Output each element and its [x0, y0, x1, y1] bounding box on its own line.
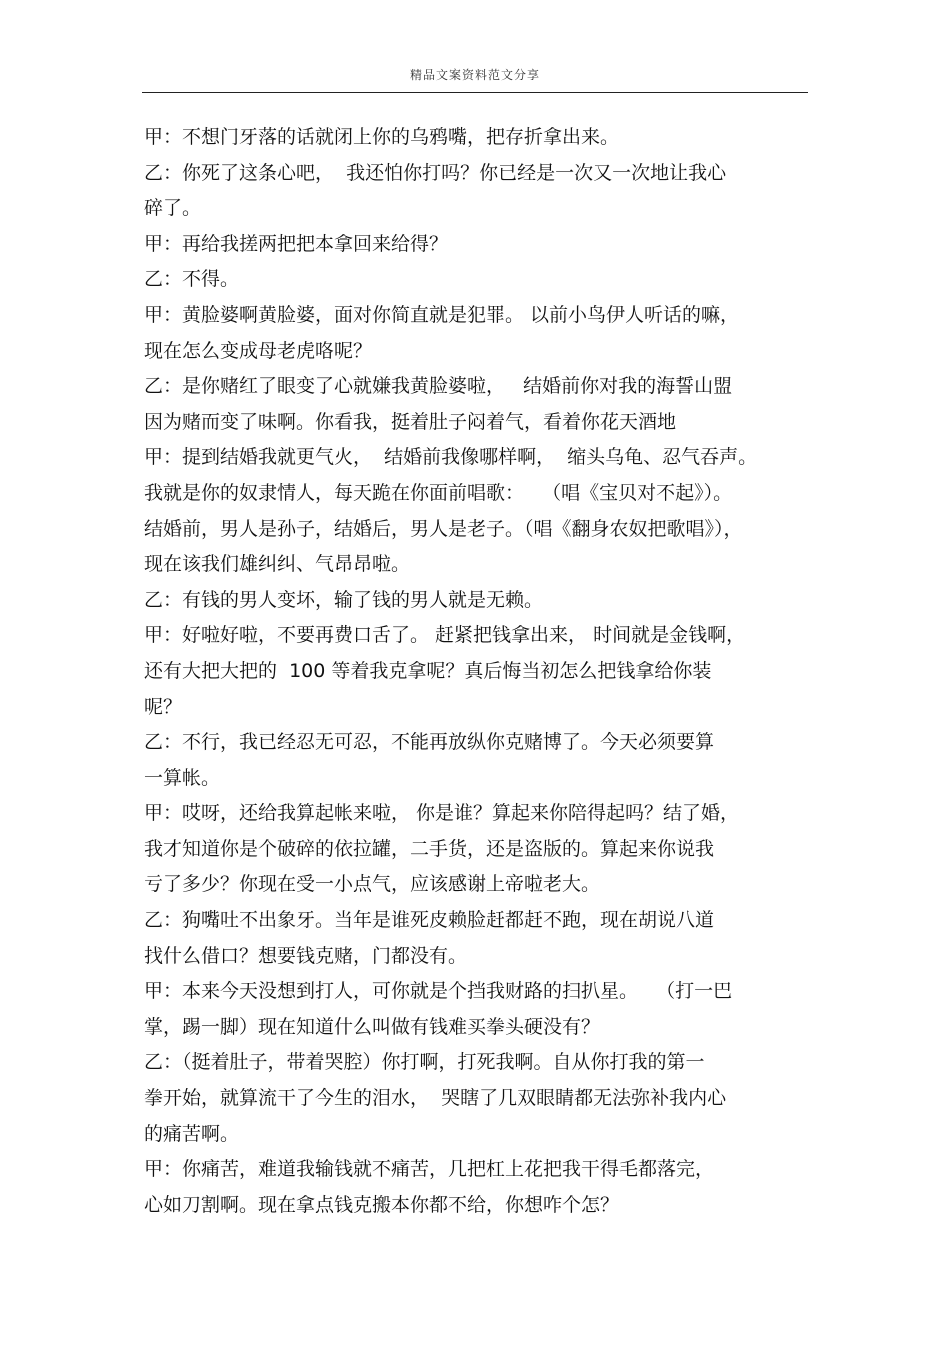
dialogue-line: 乙：不得。: [144, 268, 240, 291]
dialogue-line: 一算帐。: [144, 766, 221, 789]
dialogue-line: 甲：黄脸婆啊黄脸婆，面对你简直就是犯罪。 以前小鸟伊人听话的嘛，: [144, 303, 740, 326]
dialogue-line: 乙：你死了这条心吧， 我还怕你打吗？你已经是一次又一次地让我心: [144, 161, 727, 184]
dialogue-line: 甲：好啦好啦，不要再费口舌了。 赶紧把钱拿出来， 时间就是金钱啊，: [144, 624, 746, 647]
dialogue-line: 的痛苦啊。: [144, 1122, 240, 1145]
dialogue-line: 现在该我们雄纠纠、气昂昂啦。: [144, 553, 411, 576]
dialogue-line: 因为赌而变了味啊。你看我，挺着肚子闷着气，看着你花天酒地: [144, 410, 677, 433]
dialogue-line: 乙：是你赌红了眼变了心就嫌我黄脸婆啦， 结婚前你对我的海誓山盟: [144, 375, 733, 398]
dialogue-line: 乙：狗嘴吐不出象牙。当年是谁死皮赖脸赶都赶不跑，现在胡说八道: [144, 909, 715, 932]
page-header: [142, 60, 808, 93]
document-body: [144, 120, 814, 1223]
dialogue-line: 乙：（挺着肚子，带着哭腔）你打啊，打死我啊。自从你打我的第一: [144, 1051, 705, 1074]
dialogue-line: 亏了多少？你现在受一小点气，应该感谢上帝啦老大。: [144, 873, 601, 896]
dialogue-line: 甲：提到结婚我就更气火， 结婚前我像哪样啊， 缩头乌龟、忍气吞声。: [144, 446, 758, 469]
dialogue-line: 甲：本来今天没想到打人，可你就是个挡我财路的扫扒星。 （打一巴: [144, 980, 733, 1003]
dialogue-line: 找什么借口？想要钱克赌，门都没有。: [144, 944, 468, 967]
dialogue-line: 甲：再给我搓两把把本拿回来给得？: [144, 232, 449, 255]
dialogue-line: 现在怎么变成母老虎咯呢？: [144, 339, 373, 362]
dialogue-line: 拳开始，就算流干了今生的泪水， 哭瞎了几双眼睛都无法弥补我内心: [144, 1087, 727, 1110]
dialogue-line: 甲：不想门牙落的话就闭上你的乌鸦嘴，把存折拿出来。: [144, 126, 620, 148]
dialogue-line: 我才知道你是个破碎的依拉罐，二手货，还是盗版的。算起来你说我: [144, 837, 715, 860]
dialogue-line: 掌，踢一脚）现在知道什么叫做有钱难买拳头硬没有？: [144, 1015, 601, 1038]
dialogue-line: 碎了。: [144, 197, 202, 220]
header-title: 精品文案资料范文分享: [409, 68, 540, 82]
dialogue-line: 结婚前，男人是孙子，结婚后，男人是老子。（唱《翻身农奴把歌唱》），: [144, 517, 743, 540]
dialogue-line: 乙：不行，我已经忍无可忍，不能再放纵你克赌博了。今天必须要算: [144, 731, 715, 754]
dialogue-line: 我就是你的奴隶情人，每天跪在你面前唱歌： （唱《宝贝对不起》）。: [144, 481, 733, 504]
dialogue-line: 还有大把大把的 100 等着我克拿呢？真后悔当初怎么把钱拿给你装: [144, 659, 712, 682]
dialogue-line: 乙：有钱的男人变坏，输了钱的男人就是无赖。: [144, 588, 544, 611]
dialogue-line: 心如刀割啊。现在拿点钱克搬本你都不给，你想咋个怎？: [144, 1193, 620, 1216]
dialogue-line: 甲：哎呀，还给我算起帐来啦， 你是谁？算起来你陪得起吗？结了婚，: [144, 802, 740, 825]
dialogue-line: 呢？: [144, 695, 183, 718]
dialogue-line: 甲：你痛苦，难道我输钱就不痛苦，几把杠上花把我干得毛都落完，: [144, 1158, 715, 1181]
